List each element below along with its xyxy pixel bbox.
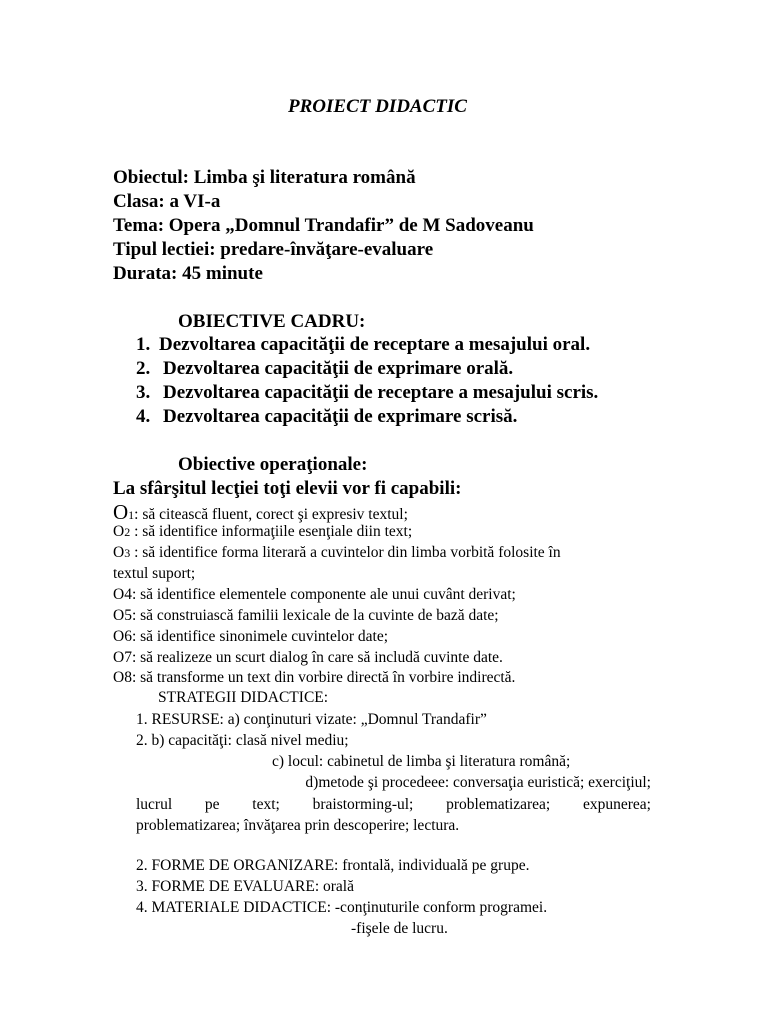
obiectiv-o7: O7: să realizeze un scurt dialog în care să includă cuvinte date. [113, 649, 503, 666]
forme-evaluare: 3. FORME DE EVALUARE: orală [136, 878, 354, 895]
obiectiv-cadru-item [136, 383, 598, 402]
obiective-cadru-heading: OBIECTIVE CADRU: [178, 311, 366, 332]
strategii-item-2: 2. b) capacităţi: clasă nivel mediu; [136, 732, 349, 749]
obiectiv-o3: O3 : să identifice forma literară a cuvintelor din limba vorbită folosite în [113, 544, 561, 561]
obiectiv-text: Dezvoltarea capacităţii de exprimare orală. [163, 358, 514, 379]
obiectiv-num: 2. [136, 358, 151, 379]
obiectiv-o8: O8: să transforme un text din vorbire directă în vorbire indirectă. [113, 669, 516, 686]
info-obiectul: Obiectul: Limba şi literatura română [113, 167, 416, 188]
obiectiv-cadru-item [136, 335, 590, 354]
obiectiv-o4: O4: să identifice elementele componente ale unui cuvânt derivat; [113, 586, 516, 603]
strategii-metode: d)metode şi procedeee: conversaţia euristică; exerciţiul; [305, 774, 651, 791]
forme-organizare: 2. FORME DE ORGANIZARE: frontală, individuală pe grupe. [136, 857, 530, 874]
info-tipul: Tipul lectiei: predare-învăţare-evaluare [113, 239, 434, 260]
info-tema: Tema: Opera „Domnul Trandafir” de M Sadoveanu [113, 215, 534, 236]
obiectiv-text: Dezvoltarea capacităţii de receptare a mesajului oral. [159, 334, 591, 355]
strategii-metode-continuation: lucrul pe text; braistorming-ul; problematizarea; expunerea; [136, 796, 651, 813]
obiectiv-cadru-item [136, 359, 513, 378]
obiectiv-o2: O2 : să identifice informaţiile esenţiale diin text; [113, 523, 413, 540]
strategii-metode-end: problematizarea; învăţarea prin descoperire; lectura. [136, 817, 460, 834]
obiectiv-num: 4. [136, 406, 151, 427]
strategii-heading: STRATEGII DIDACTICE: [158, 689, 329, 706]
obiectiv-o5: O5: să construiască familii lexicale de la cuvinte de bază date; [113, 607, 499, 624]
obiective-operationale-intro: La sfârşitul lecţiei toţi elevii vor fi capabili: [113, 478, 462, 499]
obiectiv-cadru-item [136, 407, 517, 426]
obiectiv-o1: O1: să citească fluent, corect şi expresiv textul; [113, 500, 408, 524]
obiectiv-num: 3. [136, 382, 151, 403]
obiective-operationale-heading: Obiective operaţionale: [178, 454, 368, 475]
obiectiv-o3-continuation: textul suport; [113, 565, 196, 582]
strategii-locul: c) locul: cabinetul de limba şi literatura română; [272, 753, 571, 770]
materiale-didactice: 4. MATERIALE DIDACTICE: -conţinuturile conform programei. [136, 899, 548, 916]
info-durata: Durata: 45 minute [113, 263, 263, 284]
strategii-item-1: 1. RESURSE: a) conţinuturi vizate: „Domnul Trandafir” [136, 711, 487, 728]
obiectiv-text: Dezvoltarea capacităţii de receptare a mesajului scris. [163, 382, 599, 403]
obiectiv-text: Dezvoltarea capacităţii de exprimare scrisă. [163, 406, 518, 427]
fisele-de-lucru: -fişele de lucru. [351, 920, 448, 937]
info-clasa: Clasa: a VI-a [113, 191, 221, 212]
obiectiv-o6: O6: să identifice sinonimele cuvintelor date; [113, 628, 389, 645]
document-title: PROIECT DIDACTIC [288, 96, 467, 117]
obiectiv-num: 1. [136, 334, 151, 355]
